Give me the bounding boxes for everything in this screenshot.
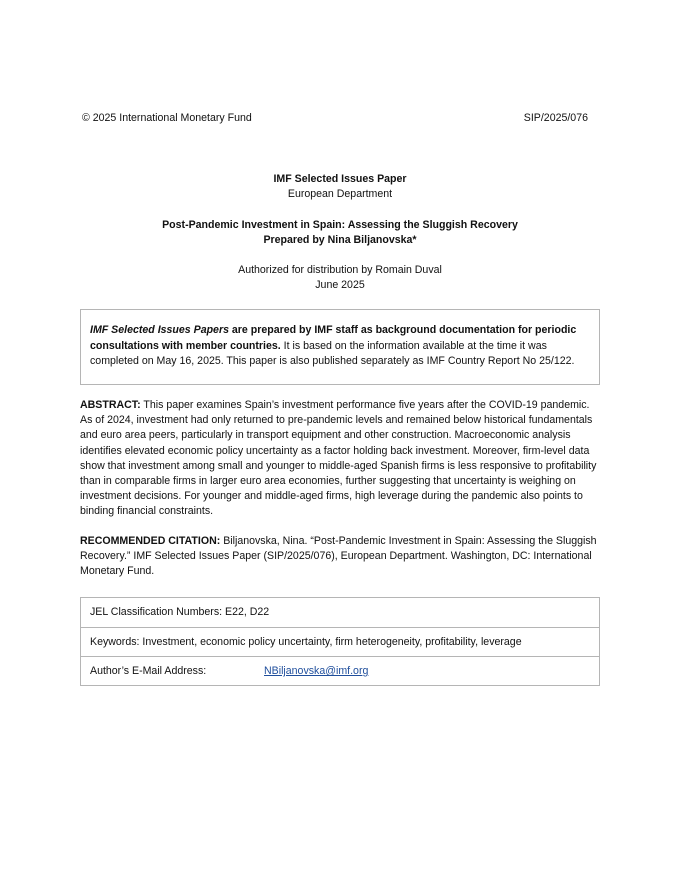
jel-row: [81, 598, 599, 627]
department: European Department: [287, 188, 393, 200]
citation-label: RECOMMENDED CITATION:: [80, 535, 221, 547]
title-block: [80, 218, 600, 248]
page-header: [82, 111, 588, 126]
abstract-label: ABSTRACT:: [80, 399, 141, 411]
jel-codes: JEL Classification Numbers: E22, D22: [90, 606, 270, 618]
series-block: [80, 172, 600, 202]
disclaimer-box: [80, 309, 600, 385]
email-row: [81, 656, 599, 685]
authorization-block: [80, 263, 600, 293]
paper-title: Post-Pandemic Investment in Spain: Assessing the Sluggish Recovery: [162, 219, 518, 231]
publication-date: June 2025: [315, 279, 365, 291]
email-label: Author’s E-Mail Address:: [90, 665, 207, 677]
keywords: Keywords: Investment, economic policy uncertainty, firm heterogeneity, profitability, leverage: [90, 636, 522, 648]
disclaimer-series-name: IMF Selected Issues Papers: [90, 324, 229, 336]
author-email-link[interactable]: NBiljanovska@imf.org: [264, 665, 369, 677]
paper-id: SIP/2025/076: [523, 112, 588, 124]
abstract-paragraph: [80, 398, 600, 520]
series-title: IMF Selected Issues Paper: [273, 173, 407, 185]
citation-paragraph: [80, 534, 600, 580]
author-line: Prepared by Nina Biljanovska*: [263, 234, 417, 246]
disclaimer-text: It is based on the information available at the time it was completed on May 16, 2025. This paper is also published separately as IMF Country Report No 25/122.: [90, 339, 575, 367]
disclaimer-bold-text: are prepared by IMF staff as background documentation for periodic consultations with member countries.: [90, 324, 577, 352]
authorized-by: Authorized for distribution by Romain Duval: [238, 264, 442, 276]
info-table: [80, 597, 600, 686]
abstract-text: This paper examines Spain’s investment performance five years after the COVID-19 pandemic. As of 2024, investment had only returned to pre-pandemic levels and remained below historical fundamentals and euro area peers, particularly in transport equipment and other construction. Macroeconomic analysis identifies elevated economic policy uncertainty as a factor holding back investment. Moreover, firm-level data show that investment among small and younger to middle-aged Spanish firms is less responsive to profitability than in comparable firms in larger euro area economies, further suggesting that uncertainty is weighing on investment decisions. For younger and middle-aged firms, high leverage during the pandemic also points to binding financial constraints.: [80, 399, 597, 518]
citation-text: Biljanovska, Nina. “Post-Pandemic Investment in Spain: Assessing the Sluggish Recovery.” IMF Selected Issues Paper (SIP/2025/076), European Department. Washington, DC: International Monetary Fund.: [80, 535, 597, 578]
keywords-row: [81, 627, 599, 656]
copyright-notice: © 2025 International Monetary Fund: [82, 112, 252, 124]
